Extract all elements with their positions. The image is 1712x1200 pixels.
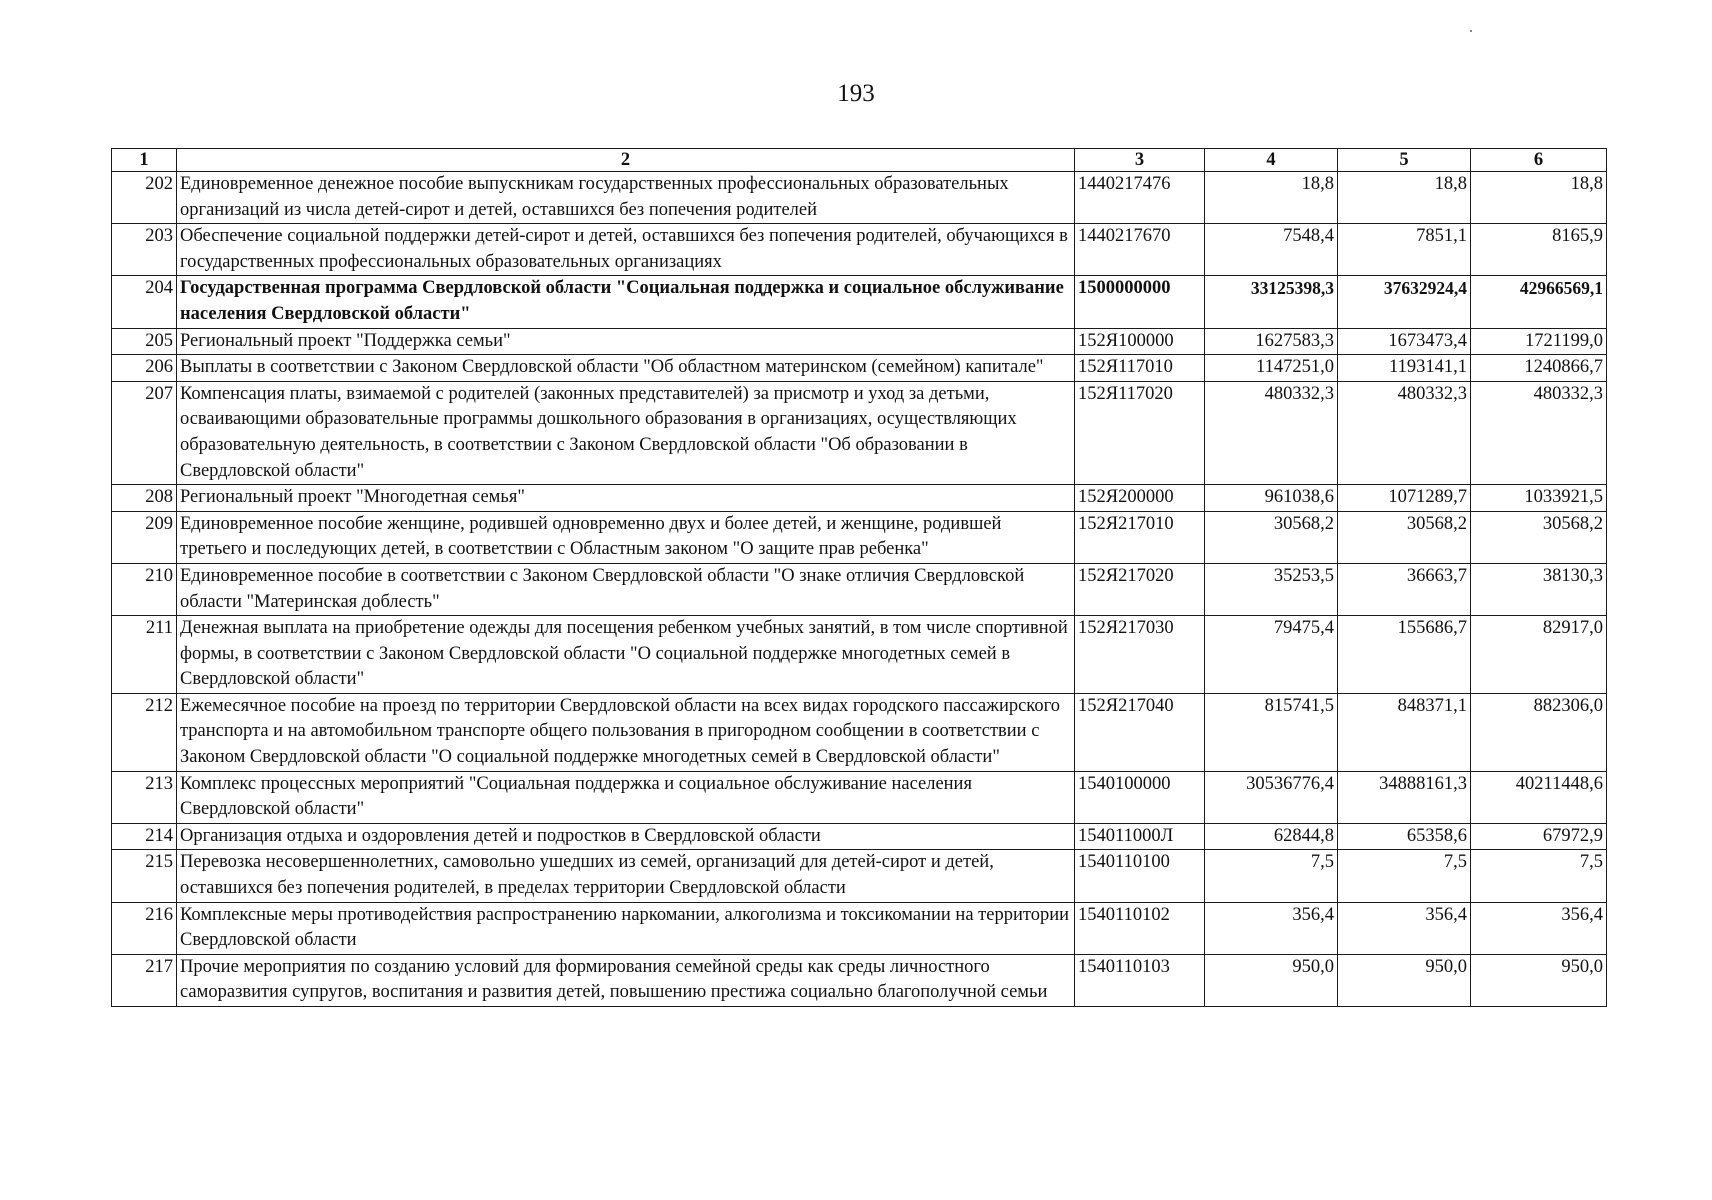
row-value-col5: 155686,7 (1338, 616, 1471, 694)
row-description: Прочие мероприятия по созданию условий для формирования семейной среды как среды личностного саморазвития супругов, воспитания и развития детей, повышению престижа социально благополучной семьи (177, 954, 1075, 1006)
row-number (112, 954, 177, 1006)
header-col-3: 3 (1075, 149, 1205, 172)
row-number-text: 216 (145, 904, 173, 925)
header-row (112, 149, 1607, 172)
table-row (112, 172, 1607, 224)
row-value-col6: 7,5 (1471, 850, 1607, 902)
row-number-text: 202 (145, 174, 173, 194)
row-description: Обеспечение социальной поддержки детей-сирот и детей, оставшихся без попечения родителей, обучающихся в государственных профессиональных образовательных организациях (177, 224, 1075, 276)
scan-dot (1470, 30, 1472, 32)
row-value-col4: 815741,5 (1205, 693, 1338, 771)
row-value-col6: 67972,9 (1471, 823, 1607, 850)
row-number (112, 172, 177, 224)
row-number (112, 381, 177, 484)
table-row (112, 693, 1607, 771)
row-value-col4: 961038,6 (1205, 485, 1338, 512)
row-value-col6: 18,8 (1471, 172, 1607, 224)
row-code: 1500000000 (1075, 276, 1205, 328)
row-value-col4: 30568,2 (1205, 511, 1338, 563)
row-value-col5: 356,4 (1338, 902, 1471, 954)
row-code: 152Я217040 (1075, 693, 1205, 771)
row-code: 152Я100000 (1075, 328, 1205, 355)
row-value-col6: 38130,3 (1471, 563, 1607, 615)
row-value-col4: 480332,3 (1205, 381, 1338, 484)
row-description: Выплаты в соответствии с Законом Свердловской области "Об областном материнском (семейном) капитале" (177, 355, 1075, 382)
row-value-col5: 65358,6 (1338, 823, 1471, 850)
row-number (112, 850, 177, 902)
row-value-col6: 480332,3 (1471, 381, 1607, 484)
table-header (112, 149, 1607, 172)
row-value-col4: 356,4 (1205, 902, 1338, 954)
row-number-text: 210 (145, 565, 173, 586)
row-code: 152Я117020 (1075, 381, 1205, 484)
row-value-col5: 18,8 (1338, 172, 1471, 224)
table-row (112, 954, 1607, 1006)
table-row (112, 616, 1607, 694)
row-value-col4: 1147251,0 (1205, 355, 1338, 382)
row-value-col5: 1193141,1 (1338, 355, 1471, 382)
header-col-5: 5 (1338, 149, 1471, 172)
row-number-text: 214 (145, 825, 173, 846)
row-description: Комплекс процессных мероприятий "Социальная поддержка и социальное обслуживание населения Свердловской области" (177, 771, 1075, 823)
row-value-col5: 36663,7 (1338, 563, 1471, 615)
row-number-text: 205 (145, 330, 173, 351)
row-value-col6: 30568,2 (1471, 511, 1607, 563)
row-value-col4: 33125398,3 (1205, 276, 1338, 328)
row-description: Единовременное пособие в соответствии с Законом Свердловской области "О знаке отличия Свердловской области "Материнская доблесть" (177, 563, 1075, 615)
row-value-col6: 1240866,7 (1471, 355, 1607, 382)
row-code: 152Я117010 (1075, 355, 1205, 382)
row-number (112, 823, 177, 850)
row-number (112, 563, 177, 615)
table-row (112, 823, 1607, 850)
table-row (112, 511, 1607, 563)
table-row (112, 276, 1607, 328)
row-description: Единовременное денежное пособие выпускникам государственных профессиональных образовательных организаций из числа детей-сирот и детей, оставшихся без попечения родителей (177, 172, 1075, 224)
row-number-text: 209 (145, 513, 173, 534)
page-number: 193 (837, 80, 875, 107)
table-row (112, 771, 1607, 823)
row-number (112, 616, 177, 694)
row-value-col4: 950,0 (1205, 954, 1338, 1006)
row-value-col6: 82917,0 (1471, 616, 1607, 694)
table-row (112, 224, 1607, 276)
row-number (112, 355, 177, 382)
row-value-col6: 1721199,0 (1471, 328, 1607, 355)
table-row (112, 850, 1607, 902)
row-value-col5: 37632924,4 (1338, 276, 1471, 328)
row-value-col4: 7548,4 (1205, 224, 1338, 276)
row-description: Ежемесячное пособие на проезд по территории Свердловской области на всех видах городского пассажирского транспорта и на автомобильном транспорте общего пользования в пригородном сообщении в соответствии с Законом Свердловской области "О социальной поддержке многодетных семей в Свердловской области" (177, 693, 1075, 771)
row-number (112, 276, 177, 328)
header-col-2: 2 (177, 149, 1075, 172)
row-value-col4: 18,8 (1205, 172, 1338, 224)
row-description: Государственная программа Свердловской области "Социальная поддержка и социальное обслуживание населения Свердловской области" (177, 276, 1075, 328)
row-value-col6: 950,0 (1471, 954, 1607, 1006)
row-number (112, 485, 177, 512)
row-value-col5: 480332,3 (1338, 381, 1471, 484)
row-description: Компенсация платы, взимаемой с родителей (законных представителей) за присмотр и уход за детьми, осваивающими образовательные программы дошкольного образования в организациях, осуществляющих образовательную деятельность, в соответствии с Законом Свердловской области "Об образовании в Свердловской области" (177, 381, 1075, 484)
row-value-col6: 882306,0 (1471, 693, 1607, 771)
row-value-col6: 42966569,1 (1471, 276, 1607, 328)
row-number-text: 213 (145, 773, 173, 794)
table-row (112, 355, 1607, 382)
row-number-text: 207 (145, 383, 173, 404)
row-code: 152Я200000 (1075, 485, 1205, 512)
row-number (112, 693, 177, 771)
row-description: Единовременное пособие женщине, родившей одновременно двух и более детей, и женщине, родившей третьего и последующих детей, в соответствии с Областным законом "О защите прав ребенка" (177, 511, 1075, 563)
header-col-1: 1 (112, 149, 177, 172)
row-value-col5: 30568,2 (1338, 511, 1471, 563)
row-number-text: 211 (145, 618, 173, 639)
row-description: Региональный проект "Поддержка семьи" (177, 328, 1075, 355)
row-value-col5: 1071289,7 (1338, 485, 1471, 512)
table-row (112, 902, 1607, 954)
table-row (112, 485, 1607, 512)
row-value-col4: 35253,5 (1205, 563, 1338, 615)
table-row (112, 381, 1607, 484)
row-code: 1440217476 (1075, 172, 1205, 224)
row-value-col4: 7,5 (1205, 850, 1338, 902)
row-code: 1540110100 (1075, 850, 1205, 902)
row-number-text: 215 (145, 852, 173, 873)
row-number (112, 771, 177, 823)
row-description: Региональный проект "Многодетная семья" (177, 485, 1075, 512)
row-value-col4: 79475,4 (1205, 616, 1338, 694)
table-row (112, 563, 1607, 615)
row-code: 1440217670 (1075, 224, 1205, 276)
row-number-text: 208 (145, 487, 173, 508)
row-value-col5: 1673473,4 (1338, 328, 1471, 355)
row-description: Организация отдыха и оздоровления детей и подростков в Свердловской области (177, 823, 1075, 850)
row-value-col5: 7851,1 (1338, 224, 1471, 276)
table-body (112, 172, 1607, 1007)
row-code: 1540110102 (1075, 902, 1205, 954)
row-value-col4: 1627583,3 (1205, 328, 1338, 355)
row-code: 152Я217020 (1075, 563, 1205, 615)
row-code: 154011000Л (1075, 823, 1205, 850)
header-col-4: 4 (1205, 149, 1338, 172)
row-number (112, 511, 177, 563)
row-number-text: 204 (145, 278, 173, 299)
row-code: 152Я217010 (1075, 511, 1205, 563)
row-value-col6: 356,4 (1471, 902, 1607, 954)
row-code: 1540100000 (1075, 771, 1205, 823)
row-value-col5: 7,5 (1338, 850, 1471, 902)
row-number (112, 224, 177, 276)
row-value-col5: 34888161,3 (1338, 771, 1471, 823)
row-code: 152Я217030 (1075, 616, 1205, 694)
row-value-col4: 30536776,4 (1205, 771, 1338, 823)
row-number-text: 217 (145, 956, 173, 977)
budget-table (111, 148, 1607, 1007)
row-number-text: 206 (145, 357, 173, 378)
row-description: Комплексные меры противодействия распространению наркомании, алкоголизма и токсикомании на территории Свердловской области (177, 902, 1075, 954)
row-number-text: 212 (145, 695, 173, 716)
row-number (112, 902, 177, 954)
row-number (112, 328, 177, 355)
row-code: 1540110103 (1075, 954, 1205, 1006)
row-value-col6: 40211448,6 (1471, 771, 1607, 823)
row-value-col5: 950,0 (1338, 954, 1471, 1006)
header-col-6: 6 (1471, 149, 1607, 172)
row-value-col4: 62844,8 (1205, 823, 1338, 850)
table-row (112, 328, 1607, 355)
row-value-col6: 8165,9 (1471, 224, 1607, 276)
row-description: Перевозка несовершеннолетних, самовольно ушедших из семей, организаций для детей-сирот и детей, оставшихся без попечения родителей, в пределах территории Свердловской области (177, 850, 1075, 902)
row-number-text: 203 (145, 226, 173, 247)
row-value-col6: 1033921,5 (1471, 485, 1607, 512)
row-description: Денежная выплата на приобретение одежды для посещения ребенком учебных занятий, в том числе спортивной формы, в соответствии с Законом Свердловской области "О социальной поддержке многодетных семей в Свердловской области" (177, 616, 1075, 694)
row-value-col5: 848371,1 (1338, 693, 1471, 771)
